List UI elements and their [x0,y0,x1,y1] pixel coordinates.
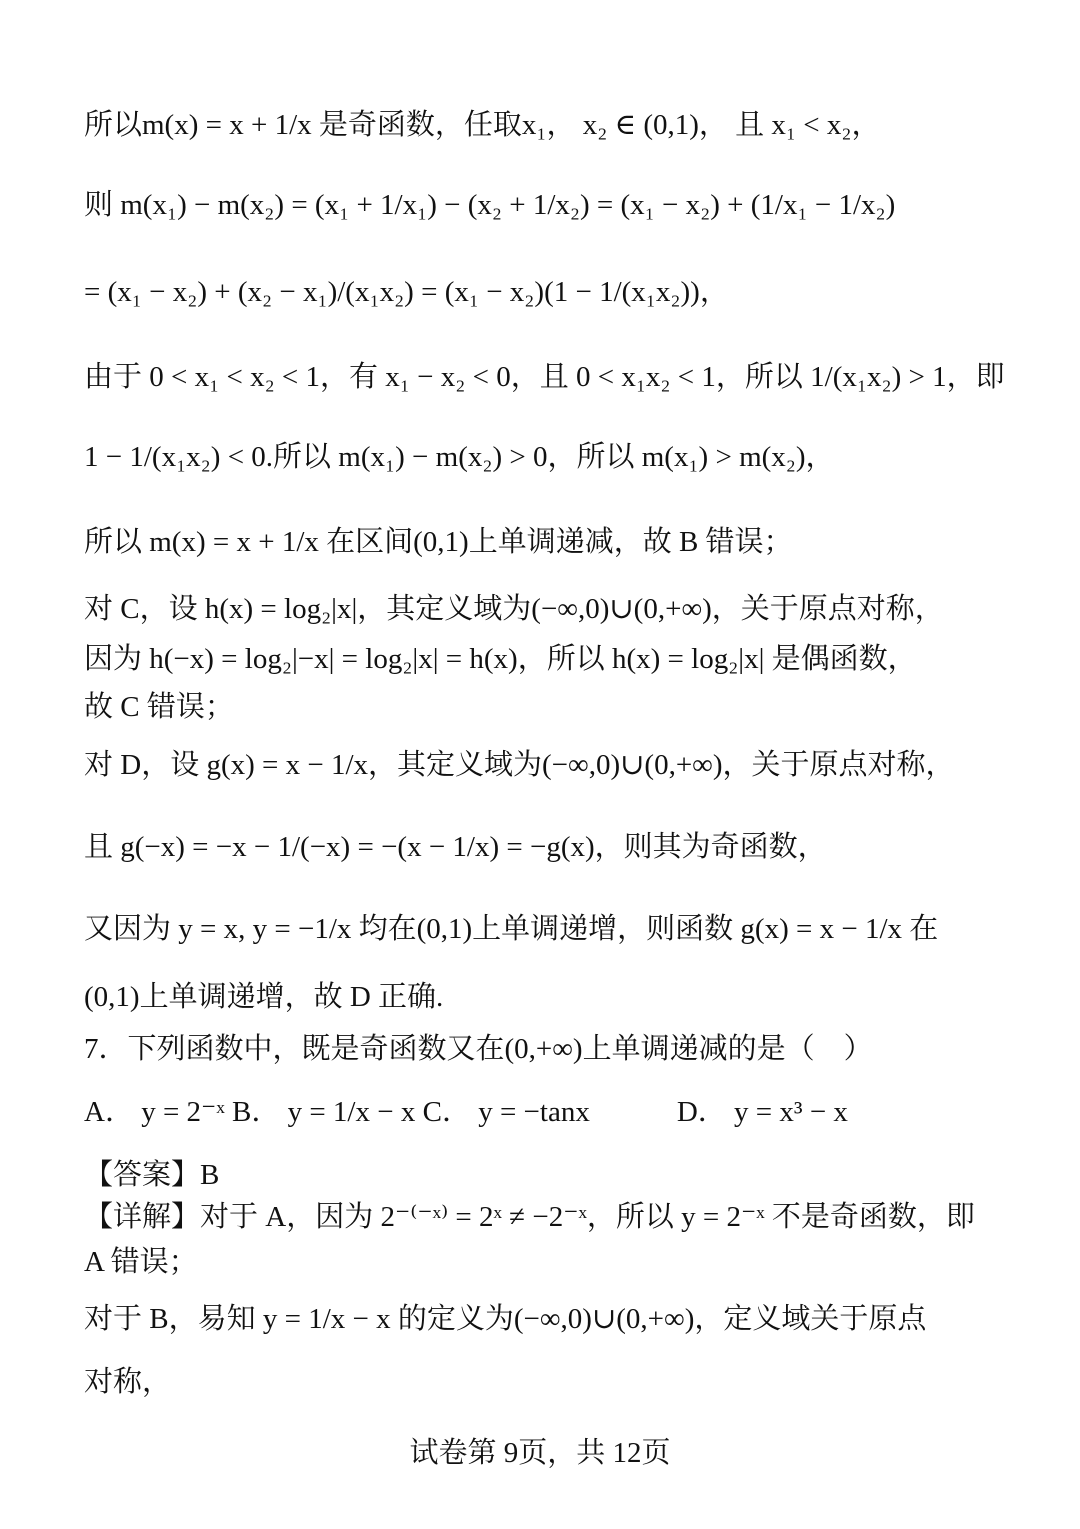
text-line-10: 对 D，设 g(x) = x − 1/x，其定义域为(−∞,0)∪(0,+∞)，关于原点对称， [84,749,955,781]
page-footer: 试卷第 9页，共 12页 [409,1437,671,1469]
explanation-line-3: 对于 B，易知 y = 1/x − x 的定义为(−∞,0)∪(0,+∞)，定义域关于原点 [84,1303,927,1335]
text-line-6: 所以 m(x) = x + 1/x 在区间(0,1)上单调递减，故 B 错误； [84,526,793,558]
text-line-13: (0,1)上单调递增，故 D 正确. [84,981,444,1013]
text-line-8: 因为 h(−x) = log₂|−x| = log₂|x| = h(x)，所以 h(x) = log₂|x| 是偶函数， [84,643,917,675]
text-line-12: 又因为 y = x, y = −1/x 均在(0,1)上单调递增，则函数 g(x) = x − 1/x 在 [84,913,939,945]
text-line-11: 且 g(−x) = −x − 1/(−x) = −(x − 1/x) = −g(x)，则其为奇函数， [84,831,827,863]
text-line-7: 对 C，设 h(x) = log₂|x|，其定义域为(−∞,0)∪(0,+∞)，关于原点对称， [84,593,944,625]
text-line-1: 所以m(x) = x + 1/x 是奇函数，任取x₁， x₂ ∈ (0,1)， 且 x₁ < x₂， [84,109,881,141]
explanation-line-2: A 错误； [84,1246,198,1278]
text-line-9: 故 C 错误； [84,691,234,723]
explanation-line-1: 【详解】对于 A，因为 2⁻⁽⁻ˣ⁾ = 2ˣ ≠ −2⁻ˣ，所以 y = 2⁻ˣ 不是奇函数，即 [84,1201,975,1233]
text-line-3: = (x₁ − x₂) + (x₂ − x₁)/(x₁x₂) = (x₁ − x₂)(1 − 1/(x₁x₂))， [84,276,729,308]
text-line-4: 由于 0 < x₁ < x₂ < 1，有 x₁ − x₂ < 0，且 0 < x₁x₂ < 1，所以 1/(x₁x₂) > 1，即 [84,361,1005,393]
question-7-options: A． y = 2⁻ˣ B． y = 1/x − x C． y = −tanx D． y = x³ − x [84,1096,848,1128]
question-7: 7．下列函数中，既是奇函数又在(0,+∞)上单调递减的是（ ） [84,1033,873,1065]
text-line-5: 1 − 1/(x₁x₂) < 0.所以 m(x₁) − m(x₂) > 0，所以 m(x₁) > m(x₂)， [84,441,835,473]
text-line-2: 则 m(x₁) − m(x₂) = (x₁ + 1/x₁) − (x₂ + 1/x₂) = (x₁ − x₂) + (1/x₁ − 1/x₂) [84,189,896,221]
answer-label: 【答案】B [84,1159,220,1191]
explanation-line-4: 对称， [84,1366,172,1398]
